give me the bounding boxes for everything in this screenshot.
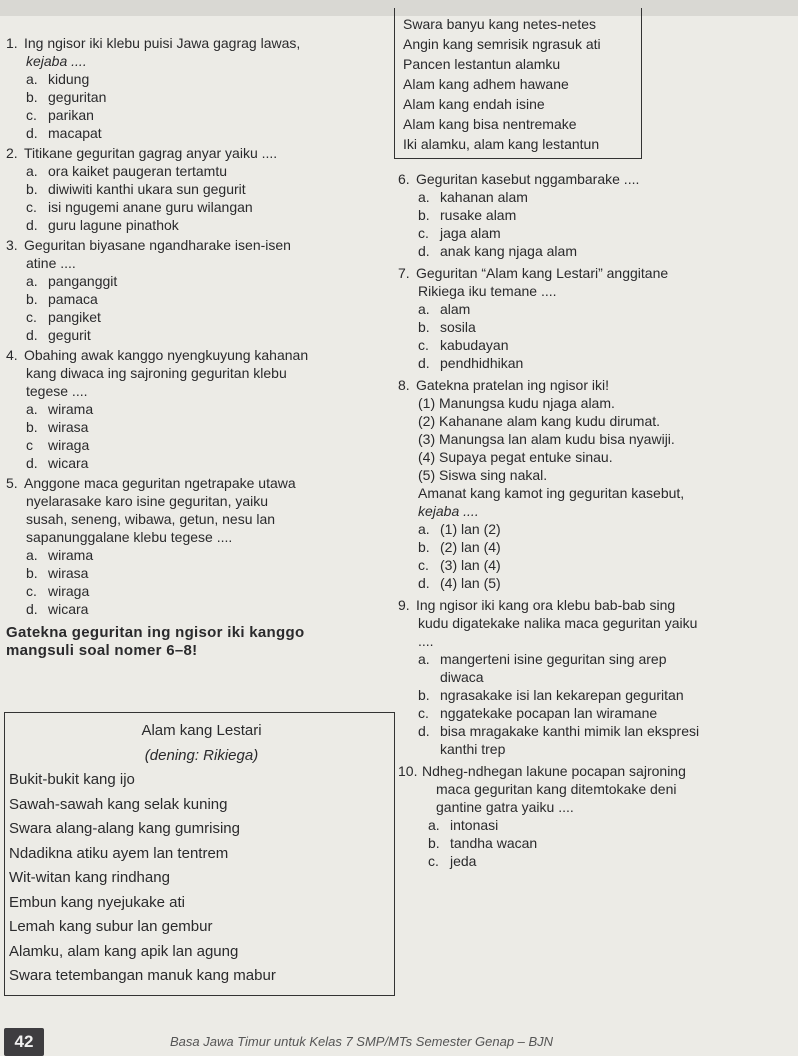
statement: (1) Manungsa kudu njaga alam. <box>418 395 615 411</box>
option-a[interactable]: a. wirama <box>26 547 94 563</box>
question-stem: gantine gatra yaiku .... <box>436 799 574 815</box>
poem-line: Swara banyu kang netes-netes <box>403 16 597 32</box>
option-b[interactable]: b. (2) lan (4) <box>418 539 501 555</box>
statement-list <box>398 394 798 484</box>
option-d[interactable]: d. guru lagune pinathok <box>26 217 179 233</box>
poem-author: (dening: Rikiega) <box>144 746 259 764</box>
question-stem: sapanunggalane klebu tegese .... <box>26 529 233 545</box>
option-b[interactable]: b. pamaca <box>26 291 98 307</box>
question-7 <box>398 264 798 372</box>
option-b[interactable]: b. geguritan <box>26 89 107 105</box>
option-a[interactable]: a. mangerteni isine geguritan sing arep <box>418 651 667 667</box>
poem-box <box>4 712 395 996</box>
question-stem: atine .... <box>26 255 76 271</box>
question-stem: Gatekna pratelan ing ngisor iki! <box>416 377 609 393</box>
poem-line: Alam kang endah isine <box>403 96 545 112</box>
question-stem: Amanat kang kamot ing geguritan kasebut, <box>418 485 685 501</box>
poem-line: Embun kang nyejukake ati <box>9 893 185 911</box>
section-heading: Gatekna geguritan ing ngisor iki kanggo mangsuli soal nomer 6–8! <box>6 624 305 659</box>
option-b[interactable]: b. ngrasakake isi lan kekarepan geguritan <box>418 687 684 703</box>
poem-line: Swara tetembangan manuk kang mabur <box>9 967 276 984</box>
poem-line: Bukit-bukit kang ijo <box>9 771 135 788</box>
question-number: 1. <box>6 35 18 51</box>
option-b[interactable]: b. diwiwiti kanthi ukara sun gegurit <box>26 181 246 197</box>
poem-title: Alam kang Lestari <box>141 722 262 739</box>
question-stem: kejaba .... <box>418 503 479 519</box>
statement: (3) Manungsa lan alam kudu bisa nyawiji. <box>418 431 675 447</box>
question-4 <box>6 346 391 472</box>
question-stem: Geguritan biyasane ngandharake isen-isen <box>24 237 291 253</box>
footer-text: Basa Jawa Timur untuk Kelas 7 SMP/MTs Semester Genap – BJN <box>170 1034 554 1049</box>
question-stem: kejaba .... <box>26 53 87 69</box>
option-c[interactable]: c. wiraga <box>26 583 90 599</box>
question-stem: Ing ngisor iki kang ora klebu bab-bab sing <box>416 597 676 613</box>
question-number: 2. <box>6 145 18 161</box>
question-stem: Titikane geguritan gagrag anyar yaiku .... <box>24 145 278 161</box>
question-stem: Obahing awak kanggo nyengkuyung kahanan <box>24 347 309 363</box>
option-d[interactable]: d. anak kang njaga alam <box>418 243 577 259</box>
question-stem: tegese .... <box>26 383 88 399</box>
poem-line: Swara alang-alang kang gumrising <box>9 820 240 837</box>
option-d[interactable]: d. (4) lan (5) <box>418 575 501 591</box>
option-a[interactable]: a. wirama <box>26 401 94 417</box>
poem-line: Wit-witan kang rindhang <box>9 869 170 886</box>
question-10 <box>398 762 798 870</box>
option-c[interactable]: c. isi ngugemi anane guru wilangan <box>26 199 253 215</box>
left-column <box>6 34 391 660</box>
page-number: 42 <box>4 1028 44 1056</box>
option-a-cont: diwaca <box>440 669 484 685</box>
question-number: 5. <box>6 475 18 491</box>
option-d[interactable]: d. gegurit <box>26 327 91 343</box>
question-stem: kudu digatekake nalika maca geguritan yaiku <box>418 615 698 631</box>
question-stem: Geguritan kasebut nggambarake .... <box>416 171 640 187</box>
poem-line: Angin kang semrisik ngrasuk ati <box>403 36 601 52</box>
option-a[interactable]: a. kidung <box>26 71 90 87</box>
option-b[interactable]: b. wirasa <box>26 565 89 581</box>
poem-line: Ndadikna atiku ayem lan tentrem <box>9 844 229 862</box>
option-c[interactable]: c wiraga <box>26 437 90 453</box>
question-stem: maca geguritan kang ditemtokake deni <box>436 781 677 797</box>
option-a[interactable]: a. ora kaiket paugeran tertamtu <box>26 163 227 179</box>
option-d[interactable]: d. pendhidhikan <box>418 355 524 371</box>
question-stem: Geguritan “Alam kang Lestari” anggitane <box>416 265 669 281</box>
option-b[interactable]: b. sosila <box>418 319 476 335</box>
statement: (5) Siswa sing nakal. <box>418 467 548 483</box>
option-c[interactable]: c. jaga alam <box>418 225 501 241</box>
question-number: 9. <box>398 597 410 613</box>
poem-line: Pancen lestantun alamku <box>403 56 561 72</box>
option-a[interactable]: a. alam <box>418 301 471 317</box>
option-a[interactable]: a. intonasi <box>428 817 499 833</box>
poem-line: Lemah kang subur lan gembur <box>9 918 213 935</box>
option-b[interactable]: b. tandha wacan <box>428 835 538 851</box>
poem-line: Alamku, alam kang apik lan agung <box>9 942 239 960</box>
right-column <box>398 170 798 872</box>
option-c[interactable]: c. parikan <box>26 107 94 123</box>
option-b[interactable]: b. rusake alam <box>418 207 517 223</box>
question-stem: kang diwaca ing sajroning geguritan klebu <box>26 365 287 381</box>
option-b[interactable]: b. wirasa <box>26 419 89 435</box>
question-3 <box>6 236 391 344</box>
question-stem: susah, seneng, wibawa, getun, nesu lan <box>26 511 276 527</box>
option-d[interactable]: d. bisa mragakake kanthi mimik lan ekspresi <box>418 723 700 739</box>
option-a[interactable]: a. (1) lan (2) <box>418 521 501 537</box>
option-c[interactable]: c. kabudayan <box>418 337 509 353</box>
option-c[interactable]: c. pangiket <box>26 309 101 325</box>
option-d[interactable]: d. wicara <box>26 601 89 617</box>
question-6 <box>398 170 798 260</box>
option-c[interactable]: c. nggatekake pocapan lan wiramane <box>418 705 658 721</box>
option-c[interactable]: c. jeda <box>428 853 477 869</box>
statement: (2) Kahanane alam kang kudu dirumat. <box>418 413 661 429</box>
question-stem: Rikiega iku temane .... <box>418 283 557 299</box>
poem-continuation-box <box>394 8 642 159</box>
poem-line: Alam kang adhem hawane <box>403 76 569 92</box>
question-5 <box>6 474 391 618</box>
question-9 <box>398 596 798 758</box>
statement: (4) Supaya pegat entuke sinau. <box>418 449 613 465</box>
question-8 <box>398 376 798 592</box>
question-number: 10. <box>398 763 418 779</box>
question-stem: Ing ngisor iki klebu puisi Jawa gagrag lawas, <box>24 35 301 51</box>
poem-line: Alam kang bisa nentremake <box>403 116 577 132</box>
question-stem: .... <box>418 633 434 649</box>
question-1 <box>6 34 391 142</box>
question-stem: Ndheg-ndhegan lakune pocapan sajroning <box>422 763 686 779</box>
question-number: 8. <box>398 377 410 393</box>
option-d[interactable]: d. wicara <box>26 455 89 471</box>
page-footer <box>0 1022 798 1056</box>
question-stem: nyelarasake karo isine geguritan, yaiku <box>26 493 269 509</box>
option-d-cont: kanthi trep <box>440 741 506 757</box>
option-a[interactable]: a. panganggit <box>26 273 118 289</box>
question-number: 6. <box>398 171 410 187</box>
question-stem: Anggone maca geguritan ngetrapake utawa <box>24 475 296 491</box>
option-a[interactable]: a. kahanan alam <box>418 189 528 205</box>
poem-line: Sawah-sawah kang selak kuning <box>9 795 228 813</box>
option-d[interactable]: d. macapat <box>26 125 102 141</box>
poem-line: Iki alamku, alam kang lestantun <box>403 136 600 152</box>
question-2 <box>6 144 391 234</box>
option-c[interactable]: c. (3) lan (4) <box>418 557 501 573</box>
question-number: 3. <box>6 237 18 253</box>
question-number: 7. <box>398 265 410 281</box>
question-number: 4. <box>6 347 18 363</box>
